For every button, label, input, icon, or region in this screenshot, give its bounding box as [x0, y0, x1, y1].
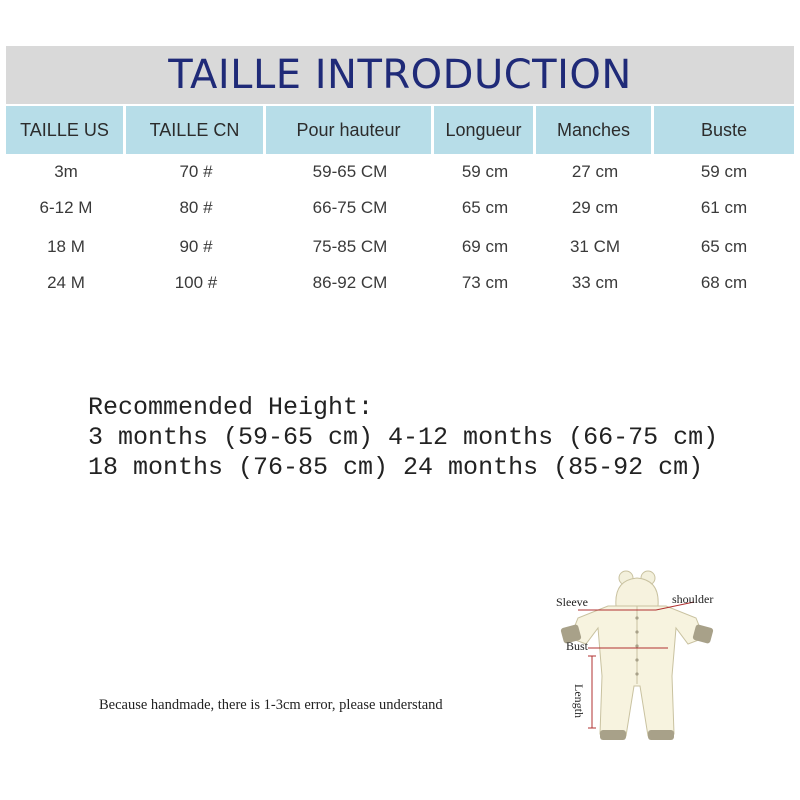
table-row [6, 271, 794, 295]
table-cell: 65 cm [700, 237, 748, 256]
table-cell: 86-92 CM [312, 273, 388, 292]
table-cell: 68 cm [700, 273, 748, 292]
table-cell: 59 cm [700, 162, 748, 181]
recommended-height-block [88, 393, 788, 483]
table-cell: 24 M [47, 273, 85, 292]
title-bar [6, 46, 794, 104]
table-cell: 80 # [179, 198, 213, 217]
recommended-height-heading: Recommended Height: [88, 393, 374, 422]
table-cell: 75-85 CM [312, 237, 388, 256]
handmade-error-note: Because handmade, there is 1-3cm error, please understand [99, 697, 443, 713]
table-row [6, 160, 794, 184]
column-header-pour-hauteur: Pour hauteur [266, 106, 434, 154]
table-row [6, 196, 794, 220]
recommended-height-line: 3 months (59-65 cm) 4-12 months (66-75 cm) [88, 423, 719, 452]
column-header-longueur: Longueur [434, 106, 536, 154]
table-cell: 61 cm [700, 198, 748, 217]
table-cell: 73 cm [461, 273, 509, 292]
table-cell: 69 cm [461, 237, 509, 256]
bust-label: Bust [566, 639, 589, 653]
table-cell: 66-75 CM [312, 198, 388, 217]
column-header-manches: Manches [536, 106, 654, 154]
page-title: TAILLE INTRODUCTION [168, 52, 632, 98]
sleeve-label: Sleeve [556, 595, 588, 609]
table-cell: 59-65 CM [312, 162, 388, 181]
table-cell: 31 CM [569, 237, 621, 256]
table-cell: 18 M [47, 237, 85, 256]
table-row [6, 235, 794, 259]
shoulder-label: shoulder [672, 592, 714, 606]
garment-measurement-diagram [548, 566, 738, 751]
table-cell: 3m [54, 162, 78, 181]
table-cell: 59 cm [461, 162, 509, 181]
table-cell: 100 # [174, 273, 218, 292]
table-cell: 6-12 M [39, 198, 93, 217]
table-cell: 27 cm [571, 162, 619, 181]
table-cell: 70 # [179, 162, 213, 181]
table-cell: 33 cm [571, 273, 619, 292]
table-cell: 29 cm [571, 198, 619, 217]
table-cell: 90 # [179, 237, 213, 256]
recommended-height-line: 18 months (76-85 cm) 24 months (85-92 cm) [88, 453, 704, 482]
length-label: Length [572, 684, 586, 718]
column-header-taille-cn: TAILLE CN [126, 106, 266, 154]
table-cell: 65 cm [461, 198, 509, 217]
table-header-row [6, 106, 794, 154]
column-header-buste: Buste [654, 106, 794, 154]
column-header-taille-us: TAILLE US [6, 106, 126, 154]
